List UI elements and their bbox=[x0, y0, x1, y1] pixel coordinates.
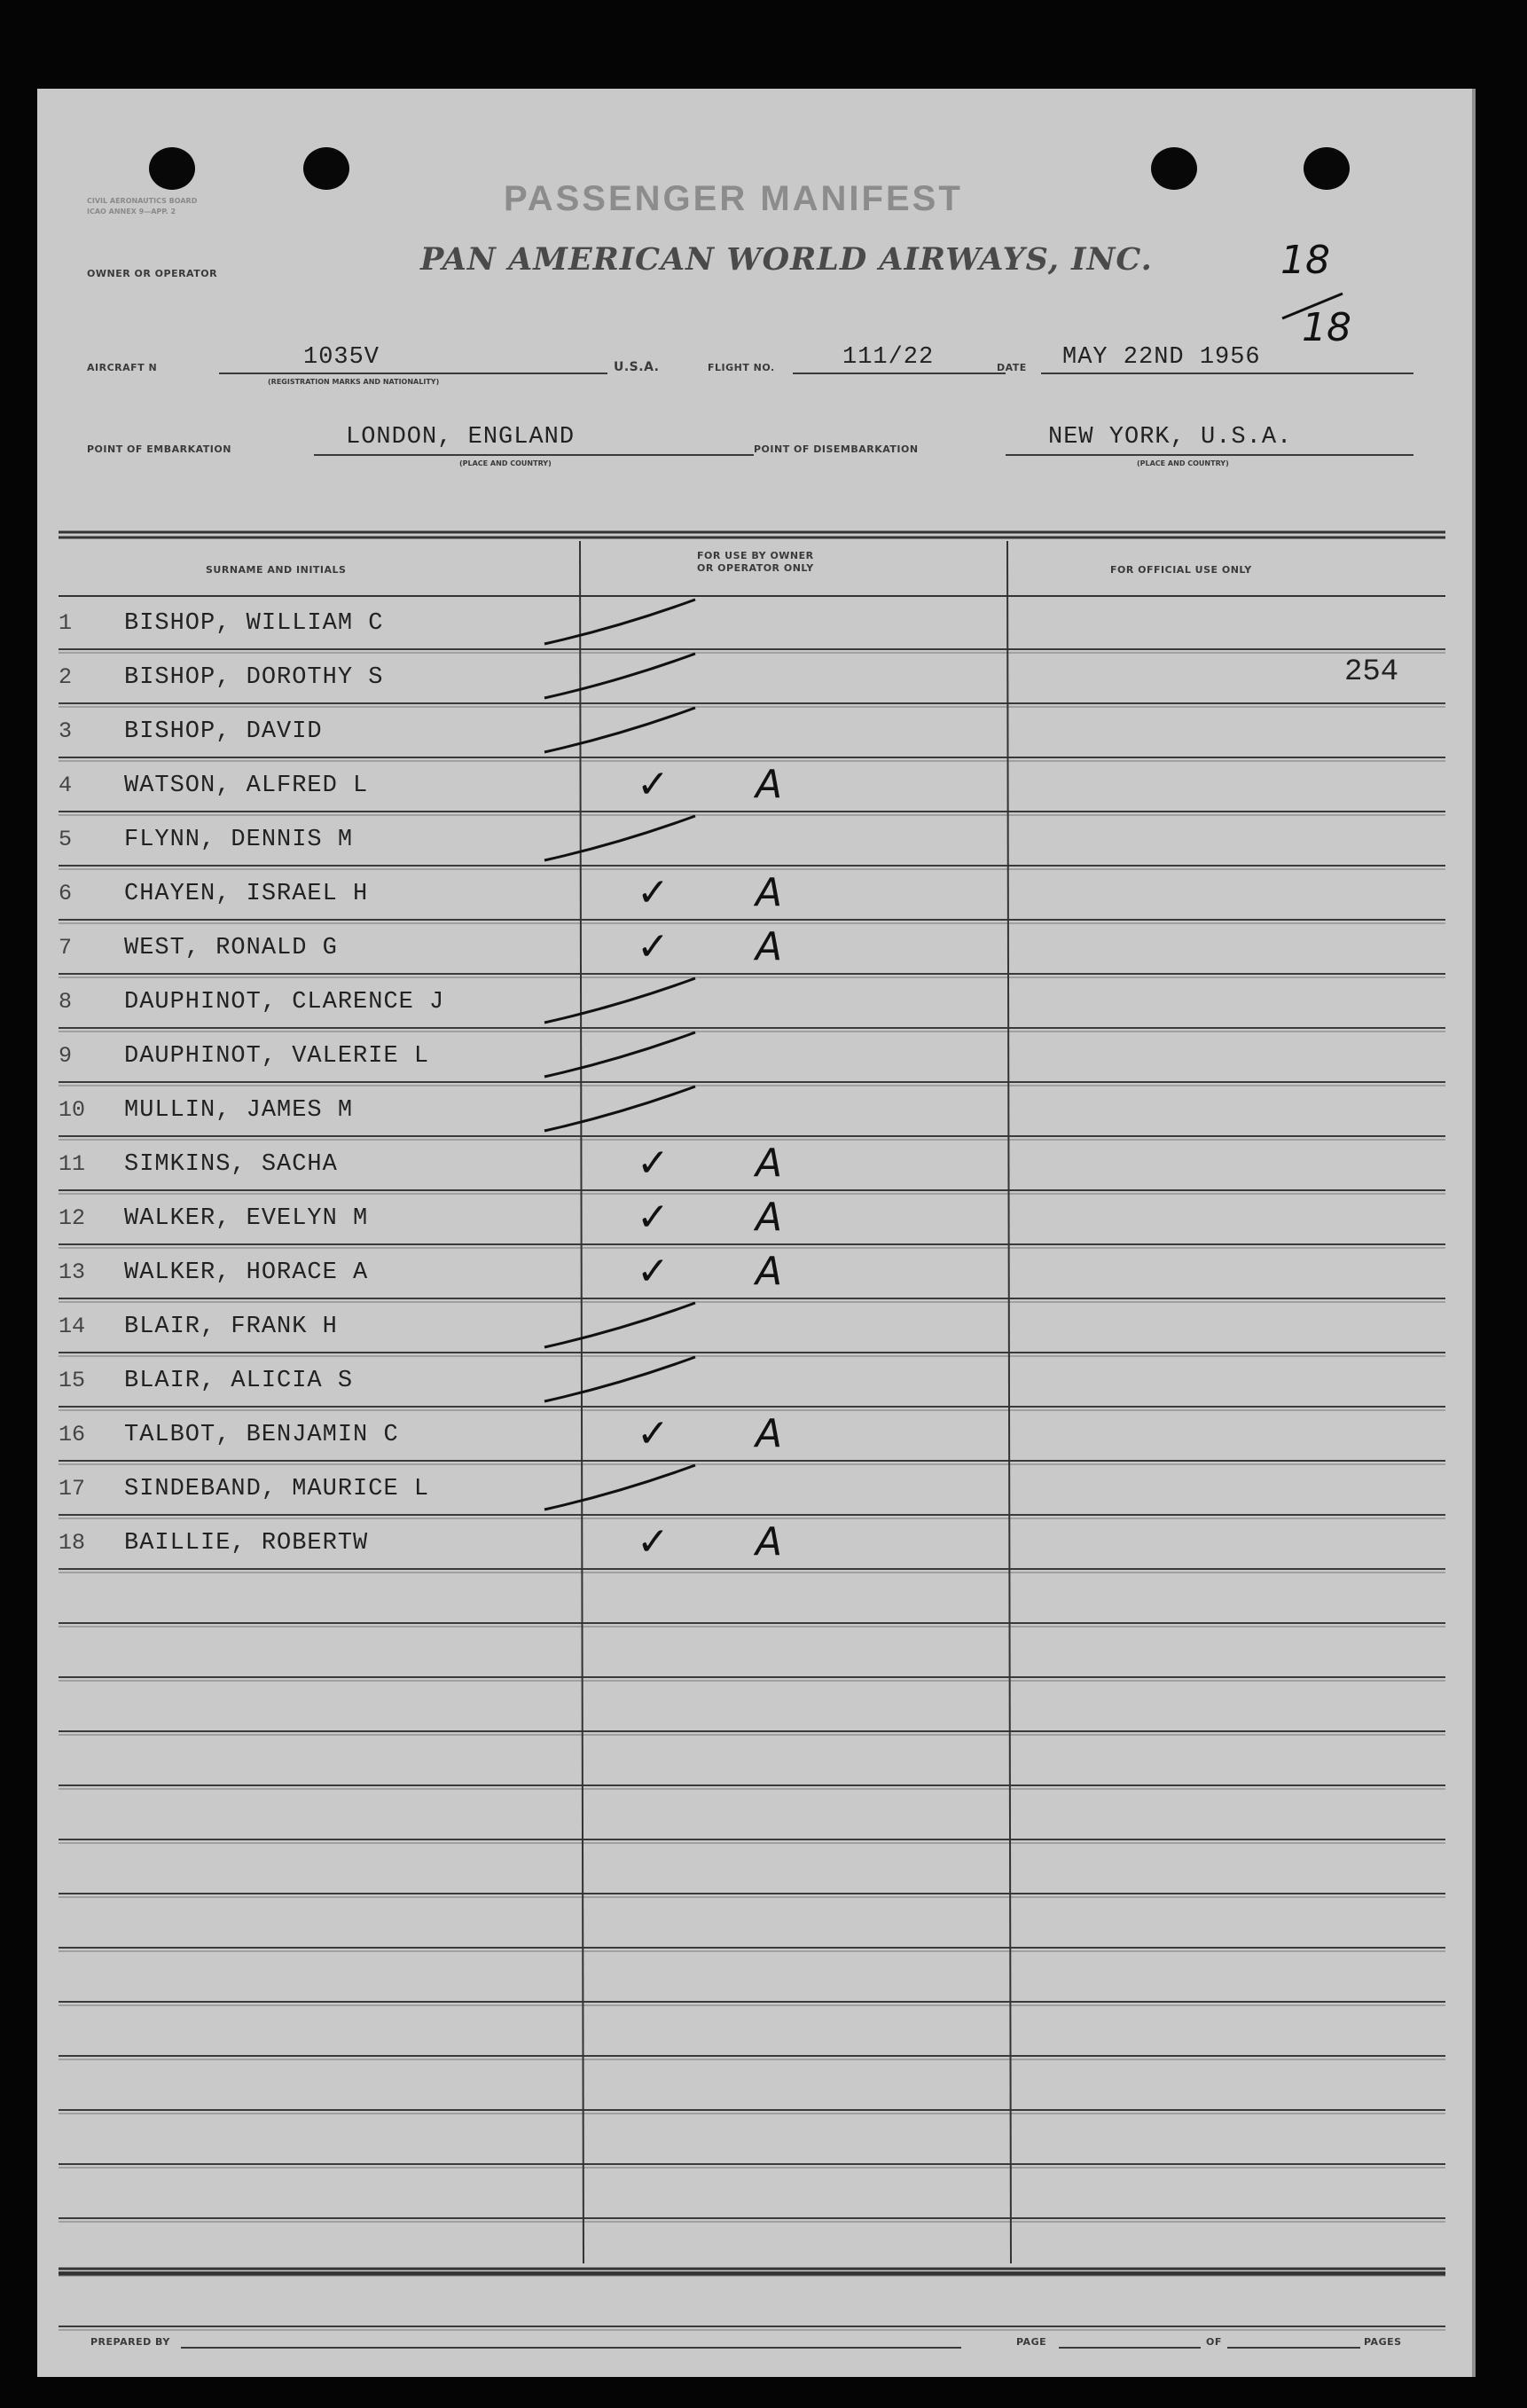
passenger-name: WALKER, HORACE A bbox=[124, 1259, 369, 1286]
owner-code: A bbox=[756, 1195, 783, 1240]
dash-mark bbox=[544, 1086, 695, 1131]
date-value: MAY 22ND 1956 bbox=[1062, 344, 1261, 371]
of-label: OF bbox=[1206, 2336, 1222, 2348]
passenger-name: BISHOP, DOROTHY S bbox=[124, 664, 384, 691]
row-number: 15 bbox=[59, 1368, 86, 1393]
dash-mark bbox=[544, 708, 695, 752]
manifest-grid bbox=[37, 89, 1472, 2377]
owner-check-mark: ✓ bbox=[637, 1519, 670, 1565]
dash-mark bbox=[544, 1303, 695, 1347]
owner-check-mark: ✓ bbox=[637, 1249, 670, 1294]
row-number: 2 bbox=[59, 664, 73, 690]
embark-label: POINT OF EMBARKATION bbox=[87, 443, 231, 455]
row-number: 13 bbox=[59, 1259, 86, 1285]
owner-code: A bbox=[756, 1519, 783, 1565]
owner-code: A bbox=[756, 870, 783, 915]
row-number: 14 bbox=[59, 1314, 86, 1339]
flight-label: FLIGHT NO. bbox=[708, 362, 775, 373]
manifest-sheet bbox=[37, 89, 1476, 2377]
row-number: 3 bbox=[59, 718, 73, 744]
dash-mark bbox=[544, 1465, 695, 1510]
passenger-name: BAILLIE, ROBERTW bbox=[124, 1530, 369, 1557]
page-underline bbox=[1059, 2347, 1201, 2349]
form-ref-1: CIVIL AERONAUTICS BOARD bbox=[87, 197, 198, 205]
page-title: PASSENGER MANIFEST bbox=[504, 179, 963, 218]
owner-check-mark: ✓ bbox=[637, 1411, 670, 1456]
row-number: 12 bbox=[59, 1205, 86, 1231]
prepared-label: PREPARED BY bbox=[90, 2336, 170, 2348]
row-number: 1 bbox=[59, 610, 73, 636]
disembark-label: POINT OF DISEMBARKATION bbox=[754, 443, 919, 455]
passenger-name: TALBOT, BENJAMIN C bbox=[124, 1422, 399, 1448]
date-label: DATE bbox=[997, 362, 1027, 373]
dash-mark bbox=[544, 816, 695, 860]
page-mark-bottom: 18 bbox=[1302, 305, 1351, 350]
passenger-name: CHAYEN, ISRAEL H bbox=[124, 881, 369, 907]
row-number: 11 bbox=[59, 1151, 86, 1177]
dash-mark bbox=[544, 978, 695, 1023]
owner-code: A bbox=[756, 1141, 783, 1186]
owner-value: PAN AMERICAN WORLD AIRWAYS, INC. bbox=[420, 241, 1153, 278]
row-number: 8 bbox=[59, 989, 73, 1015]
page-mark-top: 18 bbox=[1280, 238, 1330, 283]
row-number: 6 bbox=[59, 881, 73, 906]
country-value: U.S.A. bbox=[614, 360, 660, 374]
passenger-name: FLYNN, DENNIS M bbox=[124, 827, 354, 853]
page-label: PAGE bbox=[1016, 2336, 1047, 2348]
owner-check-mark: ✓ bbox=[637, 1195, 670, 1240]
row-number: 7 bbox=[59, 935, 73, 961]
owner-code: A bbox=[756, 762, 783, 807]
row-number: 4 bbox=[59, 773, 73, 798]
row-number: 5 bbox=[59, 827, 73, 852]
disembark-value: NEW YORK, U.S.A. bbox=[1048, 424, 1293, 451]
passenger-name: DAUPHINOT, VALERIE L bbox=[124, 1043, 430, 1070]
col-owner-header-2: OR OPERATOR ONLY bbox=[697, 562, 814, 574]
col-owner-header-1: FOR USE BY OWNER bbox=[697, 550, 814, 561]
form-ref-2: ICAO ANNEX 9—APP. 2 bbox=[87, 208, 176, 216]
passenger-name: MULLIN, JAMES M bbox=[124, 1097, 354, 1124]
aircraft-sub: (REGISTRATION MARKS AND NATIONALITY) bbox=[268, 378, 440, 386]
pages-label: PAGES bbox=[1364, 2336, 1402, 2348]
official-value: 254 bbox=[1344, 655, 1399, 689]
aircraft-value: 1035V bbox=[303, 344, 380, 371]
passenger-name: WALKER, EVELYN M bbox=[124, 1205, 369, 1232]
row-number: 17 bbox=[59, 1476, 86, 1502]
dash-mark bbox=[544, 1032, 695, 1077]
row-number: 9 bbox=[59, 1043, 73, 1069]
row-number: 10 bbox=[59, 1097, 86, 1123]
owner-check-mark: ✓ bbox=[637, 1141, 670, 1186]
owner-label: OWNER OR OPERATOR bbox=[87, 268, 218, 279]
dash-mark bbox=[544, 654, 695, 698]
passenger-name: SINDEBAND, MAURICE L bbox=[124, 1476, 430, 1502]
row-number: 18 bbox=[59, 1530, 86, 1556]
owner-check-mark: ✓ bbox=[637, 762, 670, 807]
prepared-underline bbox=[181, 2347, 961, 2349]
passenger-name: SIMKINS, SACHA bbox=[124, 1151, 338, 1178]
passenger-name: WATSON, ALFRED L bbox=[124, 773, 369, 799]
embark-value: LONDON, ENGLAND bbox=[346, 424, 576, 451]
dash-mark bbox=[544, 600, 695, 644]
aircraft-label: AIRCRAFT N bbox=[87, 362, 158, 373]
owner-check-mark: ✓ bbox=[637, 870, 670, 915]
dash-mark bbox=[544, 1357, 695, 1401]
disembark-sub: (PLACE AND COUNTRY) bbox=[1137, 459, 1229, 467]
owner-code: A bbox=[756, 1249, 783, 1294]
passenger-name: BISHOP, WILLIAM C bbox=[124, 610, 384, 637]
passenger-name: BLAIR, FRANK H bbox=[124, 1314, 338, 1340]
passenger-name: BISHOP, DAVID bbox=[124, 718, 323, 745]
col-name-header: SURNAME AND INITIALS bbox=[206, 564, 347, 576]
owner-check-mark: ✓ bbox=[637, 924, 670, 969]
passenger-name: DAUPHINOT, CLARENCE J bbox=[124, 989, 445, 1016]
owner-code: A bbox=[756, 1411, 783, 1456]
flight-value: 111/22 bbox=[842, 344, 935, 371]
passenger-name: BLAIR, ALICIA S bbox=[124, 1368, 354, 1394]
owner-code: A bbox=[756, 924, 783, 969]
embark-sub: (PLACE AND COUNTRY) bbox=[459, 459, 552, 467]
passenger-name: WEST, RONALD G bbox=[124, 935, 338, 961]
row-number: 16 bbox=[59, 1422, 86, 1447]
of-underline bbox=[1227, 2347, 1360, 2349]
col-official-header: FOR OFFICIAL USE ONLY bbox=[1110, 564, 1252, 576]
